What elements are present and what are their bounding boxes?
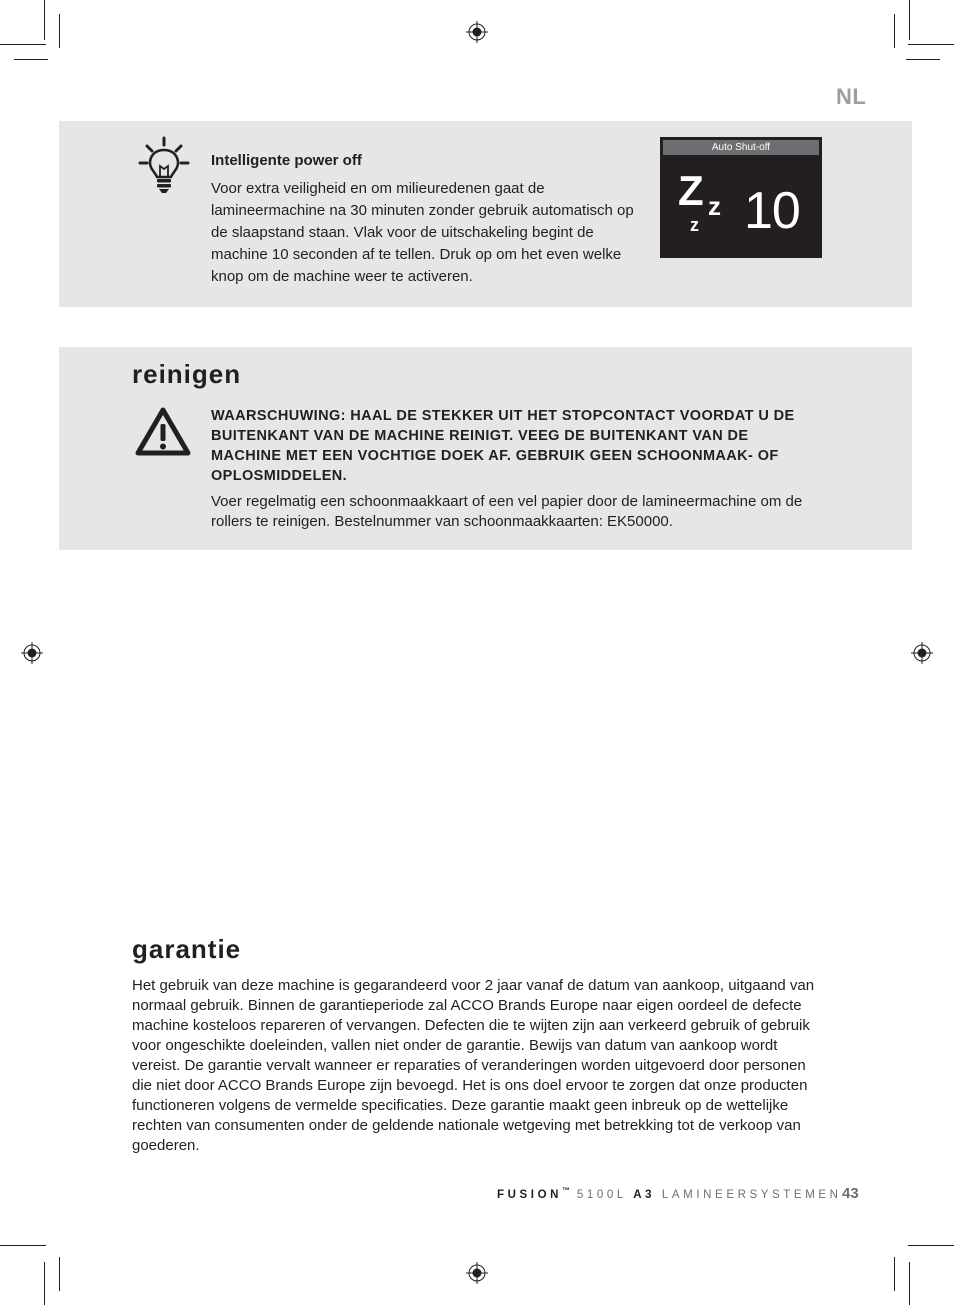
countdown-value: 10 [744, 182, 800, 240]
crop-mark [14, 59, 48, 60]
lightbulb-icon [138, 136, 190, 196]
power-off-text: Voor extra veiligheid en om milieuredenen gaat de lamineermachine na 30 minuten zonder gebruik automatisch op de slaapstand staan. Vlak voor de uitschakeling begint de machine 10 seconden af te tellen. Druk op om het even welke knop om de machine weer te activeren. [211, 180, 634, 285]
registration-mark-icon [466, 21, 488, 43]
crop-mark [908, 44, 954, 45]
warranty-text: Het gebruik van deze machine is gegarandeerd voor 2 jaar vanaf de datum van aankoop, uitgaand van normaal gebruik. Binnen de garantieperiode zal ACCO Brands Europe naar eigen oordeel de defecte machine kosteloos repareren of vervangen. Defecten die te wijten zijn aan verkeerd gebruik of gebruik voor ongeschikte doeleinden, vallen niet onder de garantie. Bewijs van datum van aankoop wordt vereist. De garantie vervalt wanneer er reparaties of veranderingen worden uitgevoerd door personen die niet door ACCO Brands Europe zijn bevoegd. Het is ons doel ervoor te zorgen dat onze producten functioneren volgens de vermelde specificaties. Deze garantie maakt geen inbreuk op de wettelijke rechten van consumenten onder de geldende nationale wetgeving met betrekking tot de verkoop van goederen. [132, 977, 815, 1154]
crop-mark [0, 44, 46, 45]
cleaning-text: Voer regelmatig een schoonmaakkaart of een vel papier door de lamineermachine om de rollers te reinigen. Bestelnummer van schoonmaakkaarten: EK50000. [211, 493, 803, 530]
crop-mark [909, 0, 910, 40]
power-off-title: Intelligente power off [211, 152, 362, 169]
display-label: Auto Shut-off [663, 140, 819, 155]
crop-mark [44, 1262, 45, 1305]
footer-size: A3 [633, 1188, 656, 1201]
svg-text:z: z [708, 191, 721, 221]
cleaning-heading: reinigen [132, 359, 242, 389]
page-footer [497, 1186, 842, 1201]
page-number: 43 [842, 1185, 859, 1202]
crop-mark [59, 14, 60, 48]
footer-trademark: ™ [562, 1186, 571, 1195]
cleaning-warning: WAARSCHUWING: HAAL DE STEKKER UIT HET STOPCONTACT VOORDAT U DE BUITENKANT VAN DE MACHINE REINIGT. VEEG DE BUITENKANT VAN DE MACHINE MET EEN VOCHTIGE DOEK AF. GEBRUIK GEEN SCHOONMAAK- OF OPLOSMIDDELEN. [211, 408, 795, 484]
auto-shutoff-display [660, 137, 822, 258]
registration-mark-icon [21, 642, 43, 664]
warranty-heading: garantie [132, 934, 242, 964]
warning-triangle-icon [134, 406, 192, 458]
registration-mark-icon [911, 642, 933, 664]
crop-mark [909, 1262, 910, 1305]
sleep-zz-icon [678, 169, 738, 233]
svg-text:Z: Z [678, 169, 704, 214]
crop-mark [894, 1257, 895, 1291]
crop-mark [0, 1245, 46, 1246]
crop-mark [894, 14, 895, 48]
crop-mark [59, 1257, 60, 1291]
language-tab: NL [836, 84, 867, 109]
crop-mark [44, 0, 45, 40]
registration-mark-icon [466, 1262, 488, 1284]
footer-model: 5100L [576, 1188, 627, 1201]
footer-brand: FUSION [497, 1188, 563, 1201]
footer-product: LAMINEERSYSTEMEN [661, 1188, 842, 1201]
svg-text:z: z [690, 215, 699, 233]
crop-mark [908, 1245, 954, 1246]
crop-mark [906, 59, 940, 60]
